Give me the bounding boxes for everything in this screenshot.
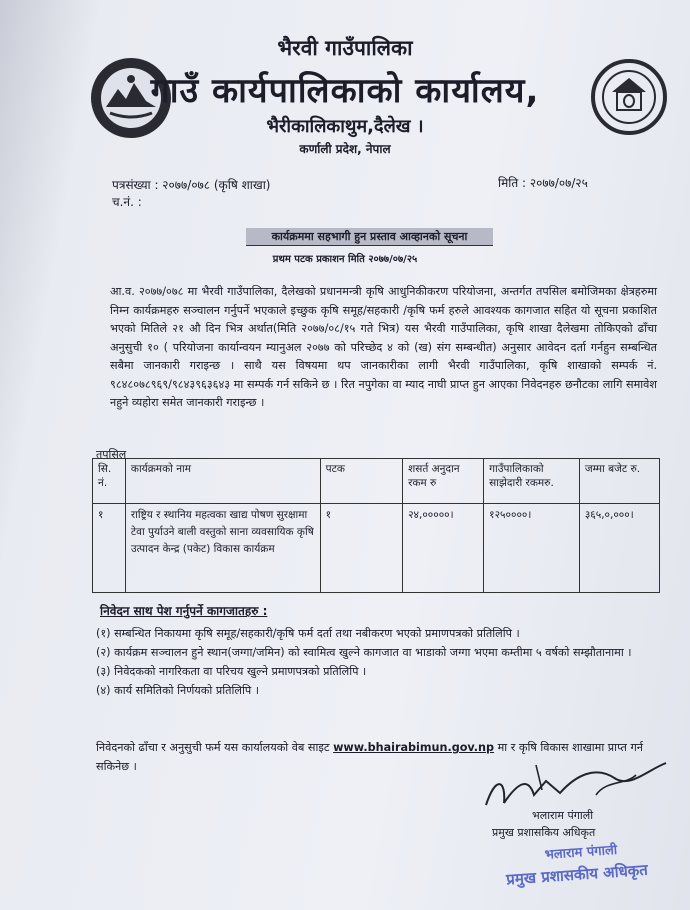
- cell-serial: १: [93, 504, 126, 593]
- list-item: (४) कार्य समितिको निर्णयको प्रतिलिपि ।: [96, 684, 260, 697]
- website-note-post: मा र कृषि विकास शाखामा प्राप्त गर्न सकिनेछ ।: [96, 741, 643, 773]
- stamp-name: भलाराम पंगाली: [544, 842, 618, 863]
- table-row: [93, 504, 660, 593]
- letter-date: मिति : २०७७/०७/२५: [498, 176, 588, 190]
- cell-grant: २४,०००००।: [403, 504, 484, 593]
- schedule-table: [92, 458, 660, 593]
- office-name: गाउँ कार्यपालिकाको कार्यालय,: [150, 71, 540, 111]
- header-total: जम्मा बजेट रु.: [579, 459, 659, 504]
- stamp-title: प्रमुख प्रशासकीय अधिकृत: [505, 860, 649, 889]
- header-serial: सि. नं.: [93, 459, 126, 504]
- cell-total: ३६५,०,०००।: [579, 504, 659, 593]
- documents-list: [96, 624, 666, 700]
- notice-body: आ.व. २०७७/०७८ मा भैरवी गाउँपालिका, दैलेखको प्रधानमन्त्री कृषि आधुनिकीकरण परियोजना, अन्तर्गत तपसिल बमोजिमका क्षेत्रहरुमा निम्न कार्यक्रमहरु सञ्चालन गर्नुपर्ने भएकाले इच्छुक कृषि समूह/सहकारी /कृषि फर्म हरुले आवश्यक कागजात सहित यो सूचना प्रकाशित भएको मितिले २१ औ दिन भित्र अर्थात(मिति २०७७/०८/१५ गते भित्र) यस भैरवी गाउँपालिका, कृषि शाखा दैलेखमा तोकिएको ढाँचा अनुसुची १० ( परियोजना कार्यान्वयन म्यानुअल २०७७ को परिच्छेद ४ को (ख) संग सम्बन्धीत) अनुसार आवेदन दर्ता गर्नहुन सम्बन्धित सबैमा जानकारी गराइन्छ । साथै यस विषयमा थप जानकारीका लागी भैरवी गाउँपालिका, कृषि शाखाको सम्पर्क नं. ९८४८०७८९६९/९८४३९६३६४३ मा सम्पर्क गर्न सकिने छ । रित नपुगेका वा म्याद नाघी प्राप्त हुन आएका निवेदनहरु छनौटका लागि समावेश नहुने व्यहोरा समेत जानकारी गराइन्छ ।: [110, 285, 657, 409]
- header-grant: शसर्त अनुदान रकम रु: [403, 459, 484, 504]
- list-item: (१) सम्बन्धित निकायमा कृषि समूह/सहकारी/कृषि फर्म दर्ता तथा नबीकरण भएको प्रमाणपत्रको प्रतिलिपि ।: [96, 627, 520, 640]
- reference-number: पत्रसंख्या : २०७७/०७८ (कृषि शाखा): [112, 178, 271, 192]
- notice-title: कार्यक्रममा सहभागी हुन प्रस्ताव आव्हानको सूचना: [246, 228, 493, 246]
- cell-share: १२५००००।: [484, 504, 580, 593]
- website-note-pre: निवेदनको ढाँचा र अनुसुची फर्म यस कार्यालयको वेब साइट: [96, 741, 334, 754]
- municipality-name: भैरवी गाउँपालिका: [277, 36, 413, 60]
- signer-name: भलाराम पंगाली: [532, 809, 594, 822]
- signer-title: प्रमुख प्रशासकिय अधिकृत: [492, 826, 596, 839]
- documents-title: निवेदन साथ पेश गर्नुपर्ने कागजातहरु :: [100, 604, 268, 618]
- official-stamp: [494, 836, 678, 908]
- header-phase: पटक: [320, 459, 402, 504]
- header-share: गाउँपालिकाको साझेदारी रकमरु.: [484, 459, 580, 504]
- header-program: कार्यक्रमको नाम: [125, 459, 320, 504]
- list-item: (२) कार्यक्रम सञ्चालन हुने स्थान(जग्गा/जमिन) को स्वामित्व खुल्ने कागजात वा भाडाको जग्गा भएमा कम्तीमा ५ वर्षको सम्झौतानामा ।: [96, 646, 632, 659]
- schedule-label: तपसिल: [96, 448, 127, 461]
- table-header-row: [93, 459, 660, 504]
- province-line: कर्णाली प्रदेश, नेपाल: [299, 142, 391, 156]
- cell-program: राष्ट्रिय र स्थानिय महत्वका खाद्य पोषण सुरक्षामा टेवा पुर्याउने बाली वस्तुको साना व्यवसायिक कृषि उत्पादन केन्द्र (पकेट) विकास कार्यक्रम: [125, 504, 320, 593]
- dispatch-number: च.नं. :: [112, 195, 142, 209]
- office-address: भैरीकालिकाथुम,दैलेख ।: [266, 116, 424, 137]
- list-item: (३) निवेदकको नागरिकता वा परिचय खुल्ने प्रमाणपत्रको प्रतिलिपि ।: [96, 665, 367, 678]
- website-link[interactable]: www.bhairabimun.gov.np: [333, 741, 495, 754]
- cell-phase: १: [320, 504, 402, 593]
- notice-subtitle: प्रथम पटक प्रकाशन मिति २०७७/०७/२५: [272, 254, 418, 265]
